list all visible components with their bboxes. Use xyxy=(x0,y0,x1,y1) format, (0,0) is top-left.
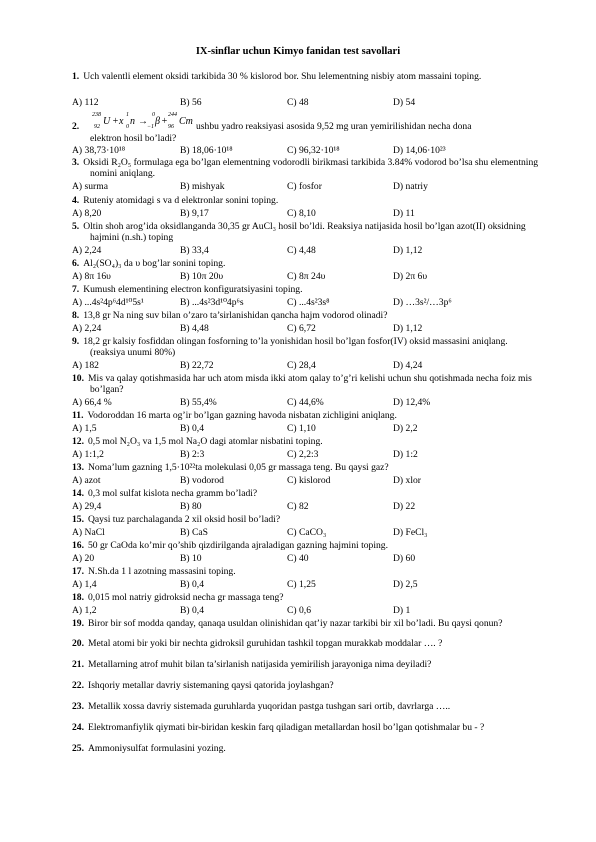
options-9 xyxy=(72,360,542,371)
question-number: 1. xyxy=(72,71,80,82)
option-b: B) 80 xyxy=(180,501,202,512)
question-number: 15. xyxy=(72,514,84,525)
question-13 xyxy=(72,462,542,473)
option-b: B) mishyak xyxy=(180,181,225,192)
question-text: 13,8 gr Na ning suv bilan o’zaro ta’sirlanishidan qancha hajm vodorod olinadi? xyxy=(83,310,388,321)
question-text: Kumush elementining electron konfiguratsiyasini toping. xyxy=(83,284,303,295)
option-b: B) 22,72 xyxy=(180,360,214,371)
options-3 xyxy=(72,181,542,192)
options-13 xyxy=(72,475,542,486)
question-text: ushbu yadro reaksiyasi asosida 9,52 mg uran yemirilishidan necha dona xyxy=(196,121,472,132)
beta-mass: 0 xyxy=(152,112,155,118)
option-b: B) 10 xyxy=(180,553,202,564)
question-14 xyxy=(72,488,542,499)
question-text: Ruteniy atomidagi s va d elektronlar sonini toping. xyxy=(83,195,279,206)
option-b: B) vodorod xyxy=(180,475,224,486)
question-number: 3. xyxy=(72,157,80,168)
option-a: A) 29,4 xyxy=(72,501,102,512)
option-d: D) 11 xyxy=(393,208,415,219)
question-number: 16. xyxy=(72,540,84,551)
question-text: Metallik xossa davriy sistemada guruhlarda yuqoridan pastga tushgan sari ortib, davrlarga ….. xyxy=(88,701,451,712)
n-charge: 0 xyxy=(126,124,129,130)
option-b: B) ...4s²3d¹⁰4p⁶s xyxy=(180,297,244,308)
question-number: 9. xyxy=(72,336,80,347)
option-a: A) 1,5 xyxy=(72,423,97,434)
question-text: Qaysi tuz parchalaganda 2 xil oksid hosil bo’ladi? xyxy=(88,514,281,525)
n-mass: 1 xyxy=(126,112,129,118)
question-text-line1 xyxy=(196,121,542,132)
question-16 xyxy=(72,540,542,551)
beta-charge: −1 xyxy=(147,124,155,130)
option-c: C) ...4s²3s⁸ xyxy=(287,297,330,308)
option-d: D) 22 xyxy=(393,501,416,512)
question-number: 12. xyxy=(72,436,84,447)
option-a: A) 8π 16υ xyxy=(72,271,111,282)
options-6 xyxy=(72,271,542,282)
question-text: N.Sh.da 1 l azotning massasini toping. xyxy=(88,566,236,577)
option-d: D) 2,2 xyxy=(393,423,418,434)
cm-symbol: Cm xyxy=(179,116,193,127)
option-d: D) 60 xyxy=(393,553,416,564)
question-5 xyxy=(72,221,542,243)
question-24 xyxy=(72,722,552,733)
option-d: D) 12,4% xyxy=(393,397,431,408)
question-text: 0,5 mol N₂O₃ va 1,5 mol Na₂O dagi atomlar nisbatini toping. xyxy=(88,436,323,447)
question-number: 11. xyxy=(72,410,84,421)
question-text: Noma’lum gazning 1,5·10²²ta molekulasi 0,05 gr massaga teng. Bu qaysi gaz? xyxy=(88,462,389,473)
question-text: Al₂(SO₄)₃ da υ bog’lar sonini toping. xyxy=(83,258,226,269)
option-c: C) kislorod xyxy=(287,475,331,486)
beta-symbol: β xyxy=(155,116,160,127)
options-11 xyxy=(72,423,542,434)
question-number: 8. xyxy=(72,310,80,321)
question-text: Oksidi R₂O₅ formulaga ega bo’lgan elementning vodorodli birikmasi tarkibida 3.84% vodorod bo’lsa shu elementning nomini aniqlang. xyxy=(83,157,539,179)
question-number: 17. xyxy=(72,566,84,577)
option-c: C) 28,4 xyxy=(287,360,316,371)
question-25 xyxy=(72,743,552,754)
question-text: 50 gr CaOda ko’mir qo’shib qizdirilganda ajraladigan gazning hajmini toping. xyxy=(88,540,389,551)
option-d: D) FeCl₃ xyxy=(393,527,428,538)
option-a: A) ...4s²4p⁶4d¹⁰5s¹ xyxy=(72,297,144,308)
option-a: A) 8,20 xyxy=(72,208,102,219)
option-d: D) 1,12 xyxy=(393,323,423,334)
question-15 xyxy=(72,514,542,525)
option-b: B) 0,4 xyxy=(180,423,204,434)
question-number: 25. xyxy=(72,743,84,754)
question-number: 5. xyxy=(72,221,80,232)
question-8 xyxy=(72,310,542,321)
options-16 xyxy=(72,553,542,564)
n-symbol: n xyxy=(130,116,135,127)
option-d: D) 2,5 xyxy=(393,579,418,590)
question-text: Ishqoriy metallar davriy sistemaning qaysi qatorida joylashgan? xyxy=(88,680,334,691)
question-text: Biror bir sof modda qanday, qanaqa usuldan olinishidan qat’iy nazar tarkibi bir xil bo’ladi. Bu qaysi qonun? xyxy=(88,618,503,629)
question-text: 18,2 gr kalsiy fosfiddan olingan fosforning to’la yonishidan hosil bo’lgan fosfor(IV) oksid massasini aniqlang. (reaksiya unumi 80%) xyxy=(83,336,508,358)
question-number: 19. xyxy=(72,618,84,629)
question-21 xyxy=(72,659,552,670)
option-a: A) 1:1,2 xyxy=(72,449,104,460)
question-number: 20. xyxy=(72,638,84,649)
option-a: A) 38,73·10¹⁸ xyxy=(72,145,126,156)
question-text: Ammoniysulfat formulasini yozing. xyxy=(88,743,226,754)
option-d: D) 1:2 xyxy=(393,449,418,460)
options-14 xyxy=(72,501,542,512)
option-d: D) …3s²/…3p⁶ xyxy=(393,297,452,308)
option-b: B) 2:3 xyxy=(180,449,205,460)
options-4 xyxy=(72,208,542,219)
question-text-continuation: elektron hosil bo’ladi? xyxy=(90,133,177,144)
option-d: D) 1 xyxy=(393,605,411,616)
option-c: C) 96,32·10¹⁸ xyxy=(287,145,340,156)
option-c: C) 48 xyxy=(287,97,309,108)
arrow: → xyxy=(138,116,148,127)
question-18 xyxy=(72,592,542,603)
option-a: A) 20 xyxy=(72,553,95,564)
option-d: D) 1,12 xyxy=(393,245,423,256)
nuclear-equation-graphic xyxy=(88,108,196,132)
page-title: IX-sinflar uchun Kimyo fanidan test savollari xyxy=(195,46,401,57)
options-2 xyxy=(72,145,542,156)
question-10 xyxy=(72,373,542,395)
cm-mass: 244 xyxy=(168,112,177,118)
question-23 xyxy=(72,701,552,712)
option-a: A) 182 xyxy=(72,360,99,371)
x-coefficient: x xyxy=(119,116,124,127)
option-c: C) 2,2:3 xyxy=(287,449,319,460)
question-19 xyxy=(72,618,552,629)
u-charge: 92 xyxy=(94,124,100,130)
question-text: 0,3 mol sulfat kislota necha gramm bo’ladi? xyxy=(88,488,258,499)
question-number: 22. xyxy=(72,680,84,691)
option-c: C) 8,10 xyxy=(287,208,316,219)
option-d: D) natriy xyxy=(393,181,428,192)
option-b: B) CaS xyxy=(180,527,208,538)
question-number: 10. xyxy=(72,373,84,384)
options-15 xyxy=(72,527,542,538)
options-8 xyxy=(72,323,542,334)
option-b: B) 0,4 xyxy=(180,605,204,616)
question-20 xyxy=(72,638,552,649)
question-number: 13. xyxy=(72,462,84,473)
option-d: D) 4,24 xyxy=(393,360,423,371)
question-text: Elektromanfiylik qiymati bir-biridan keskin farq qiladigan metallardan hosil bo’lgan qotishmalar bu - ? xyxy=(88,722,485,733)
question-3 xyxy=(72,157,542,179)
question-1 xyxy=(72,71,542,82)
question-number: 2. xyxy=(72,121,80,132)
question-number: 18. xyxy=(72,592,84,603)
question-7 xyxy=(72,284,542,295)
question-22 xyxy=(72,680,552,691)
options-17 xyxy=(72,579,542,590)
u-symbol: U xyxy=(103,116,111,127)
question-text: Vodoroddan 16 marta og’ir bo’lgan gazning havoda nisbatan zichligini aniqlang. xyxy=(87,410,397,421)
option-c: C) CaCO₃ xyxy=(287,527,327,538)
question-text: Mis va qalay qotishmasida har uch atom misda ikki atom qalay to’g’ri kelishi uchun shu qotishmada necha foiz mis bo’lgan? xyxy=(88,373,532,395)
option-c: C) 44,6% xyxy=(287,397,324,408)
option-b: B) 4,48 xyxy=(180,323,209,334)
option-d: D) 2π 6υ xyxy=(393,271,428,282)
option-a: A) 112 xyxy=(72,97,99,108)
options-7 xyxy=(72,297,542,308)
question-number: 7. xyxy=(72,284,80,295)
option-c: C) 40 xyxy=(287,553,309,564)
question-text: Oltin shoh arog’ida oksidlanganda 30,35 gr AuCl₃ hosil bo’ldi. Reaksiya natijasida hosil bo’lgan azot(II) oksidning hajmini (n.sh.) toping xyxy=(83,221,526,243)
option-b: B) 9,17 xyxy=(180,208,209,219)
option-c: C) 1,25 xyxy=(287,579,316,590)
nuclear-equation xyxy=(88,108,196,132)
option-d: D) 54 xyxy=(393,97,416,108)
plus-1: + xyxy=(112,116,119,127)
question-11 xyxy=(72,410,542,421)
option-d: D) xlor xyxy=(393,475,421,486)
option-c: C) 6,72 xyxy=(287,323,316,334)
question-9 xyxy=(72,336,542,358)
option-a: A) surma xyxy=(72,181,108,192)
option-a: A) 2,24 xyxy=(72,323,102,334)
option-c: C) 8π 24υ xyxy=(287,271,326,282)
option-a: A) NaCl xyxy=(72,527,105,538)
question-17 xyxy=(72,566,542,577)
u-mass: 238 xyxy=(92,112,101,118)
options-18 xyxy=(72,605,542,616)
question-number: 24. xyxy=(72,722,84,733)
option-b: B) 0,4 xyxy=(180,579,204,590)
option-b: B) 55,4% xyxy=(180,397,217,408)
cm-charge: 96 xyxy=(168,124,174,130)
options-5 xyxy=(72,245,542,256)
option-a: A) 2,24 xyxy=(72,245,102,256)
option-c: C) 82 xyxy=(287,501,309,512)
option-c: C) 1,10 xyxy=(287,423,316,434)
option-b: B) 10π 20υ xyxy=(180,271,224,282)
question-number: 23. xyxy=(72,701,84,712)
options-1 xyxy=(72,97,542,108)
question-text: 0,015 mol natriy gidroksid necha gr massaga teng? xyxy=(88,592,284,603)
option-c: C) 0,6 xyxy=(287,605,311,616)
option-a: A) 1,2 xyxy=(72,605,97,616)
option-b: B) 18,06·10¹⁸ xyxy=(180,145,233,156)
options-12 xyxy=(72,449,542,460)
option-c: C) fosfor xyxy=(287,181,322,192)
option-a: A) 66,4 % xyxy=(72,397,112,408)
option-c: C) 4,48 xyxy=(287,245,316,256)
question-2-continuation xyxy=(90,133,542,144)
option-a: A) azot xyxy=(72,475,101,486)
question-number: 21. xyxy=(72,659,84,670)
option-b: B) 56 xyxy=(180,97,202,108)
option-d: D) 14,06·10²³ xyxy=(393,145,446,156)
question-text: Uch valentli element oksidi tarkibida 30 % kislorod bor. Shu lelementning nisbiy atom massaini toping. xyxy=(83,71,482,82)
question-text: Metallarning atrof muhit bilan ta’sirlanish natijasida yemirilish jarayoniga nima deyiladi? xyxy=(88,659,432,670)
question-6 xyxy=(72,258,542,269)
question-number: 4. xyxy=(72,195,80,206)
options-10 xyxy=(72,397,542,408)
question-4 xyxy=(72,195,542,206)
option-b: B) 33,4 xyxy=(180,245,209,256)
option-a: A) 1,4 xyxy=(72,579,97,590)
question-number: 6. xyxy=(72,258,80,269)
plus-2: + xyxy=(161,116,168,127)
question-text: Metal atomi bir yoki bir nechta gidroksil guruhidan tashkil topgan murakkab moddalar …. ? xyxy=(88,638,443,649)
question-number: 14. xyxy=(72,488,84,499)
question-12 xyxy=(72,436,542,447)
